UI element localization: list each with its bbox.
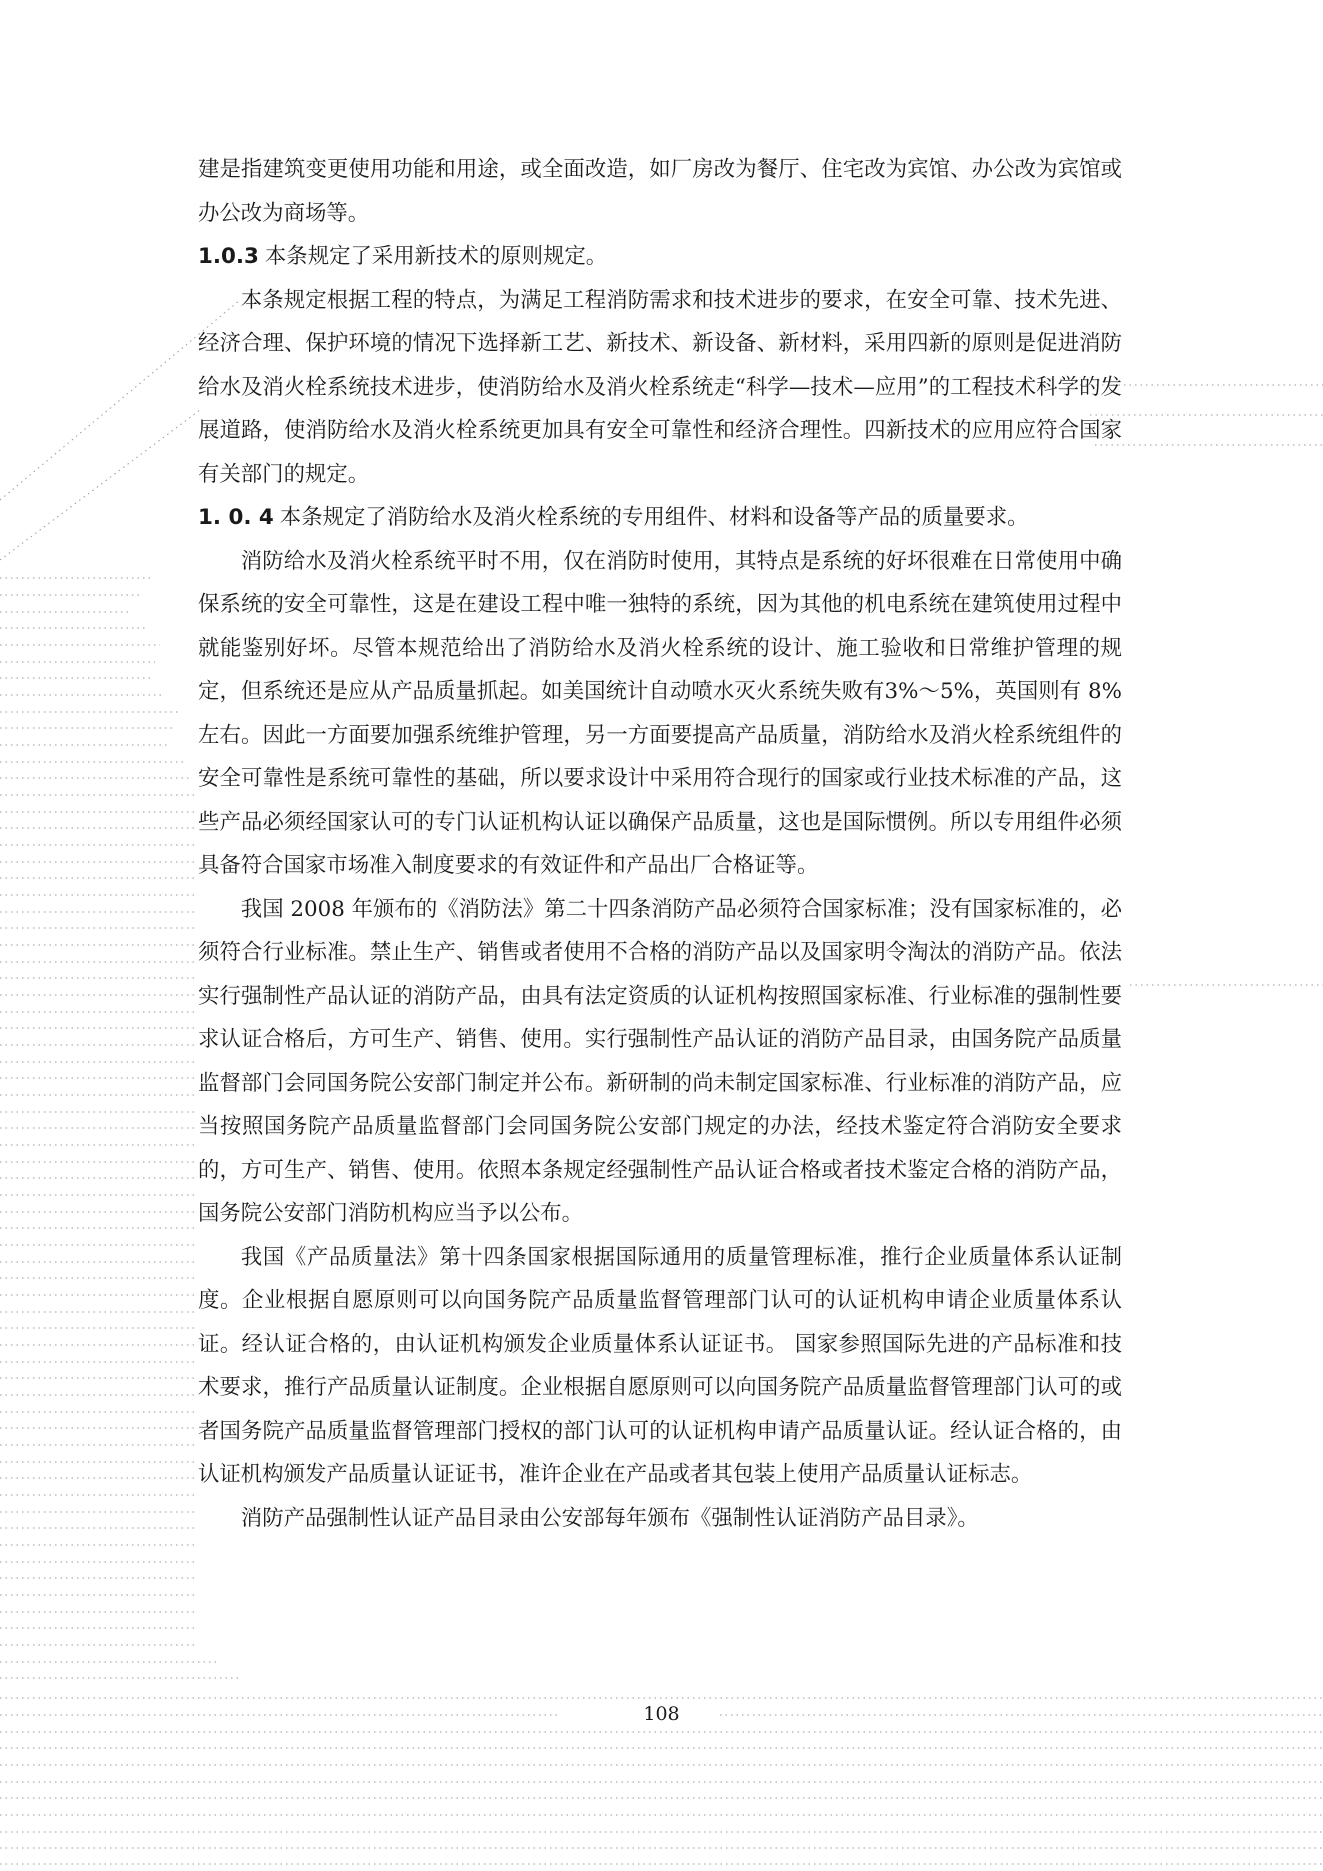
paragraph: 消防产品强制性认证产品目录由公安部每年颁布《强制性认证消防产品目录》。 xyxy=(240,1505,979,1531)
paragraph: 本条规定根据工程的特点，为满足工程消防需求和技术进步的要求，在安全可靠、技术先进、经济合理、保护环境的情况下选择新工艺、新技术、新设备、新材料，采用四新的原则是促进消防给水及消火栓系统技术进步，使消防给水及消火栓系统走“科学—技术—应用”的工程技术科学的发展道路，使消防给水及消火栓系统更加具有安全可靠性和经济合理性。四新技术的应用应符合国家有关部门的规定。 xyxy=(198,287,1122,487)
clause-number: 1.0.3 xyxy=(198,244,259,269)
clause-text: 本条规定了采用新技术的原则规定。 xyxy=(264,244,608,269)
page-number: 108 xyxy=(643,1703,680,1725)
clause-text: 本条规定了消防给水及消火栓系统的专用组件、材料和设备等产品的质量要求。 xyxy=(279,505,1029,530)
paragraph: 建是指建筑变更使用功能和用途，或全面改造，如厂房改为餐厅、住宅改为宾馆、办公改为宾馆或办公改为商场等。 xyxy=(198,157,1122,226)
paragraph: 我国《产品质量法》第十四条国家根据国际通用的质量管理标准，推行企业质量体系认证制度。企业根据自愿原则可以向国务院产品质量监督管理部门认可的认证机构申请企业质量体系认证。经认证合格的，由认证机构颁发企业质量体系认证证书。 国家参照国际先进的产品标准和技术要求，推行产品质量认证制度。企业根据自愿原则可以向国务院产品质量监督管理部门认可的或者国务院产品质量监督管理部门授权的部门认可的认证机构申请产品质量认证。经认证合格的，由认证机构颁发产品质量认证证书，准许企业在产品或者其包装上使用产品质量认证标志。 xyxy=(198,1244,1122,1487)
paragraph: 消防给水及消火栓系统平时不用，仅在消防时使用，其特点是系统的好坏很难在日常使用中确保系统的安全可靠性，这是在建设工程中唯一独特的系统，因为其他的机电系统在建筑使用过程中就能鉴别好坏。尽管本规范给出了消防给水及消火栓系统的设计、施工验收和日常维护管理的规定，但系统还是应从产品质量抓起。如美国统计自动喷水灭火系统失败有3%～5%，英国则有 8%左右。因此一方面要加强系统维护管理，另一方面要提高产品质量，消防给水及消火栓系统组件的安全可靠性是系统可靠性的基础，所以要求设计中采用符合现行的国家或行业技术标准的产品，这些产品必须经国家认可的专门认证机构认证以确保产品质量，这也是国际惯例。所以专用组件必须具备符合国家市场准入制度要求的有效证件和产品出厂合格证等。 xyxy=(198,548,1122,878)
clause-number: 1. 0. 4 xyxy=(198,505,274,530)
paragraph: 我国 2008 年颁布的《消防法》第二十四条消防产品必须符合国家标准；没有国家标准的，必须符合行业标准。禁止生产、销售或者使用不合格的消防产品以及国家明令淘汰的消防产品。依法实行强制性产品认证的消防产品，由具有法定资质的认证机构按照国家标准、行业标准的强制性要求认证合格后，方可生产、销售、使用。实行强制性产品认证的消防产品目录，由国务院产品质量监督部门会同国务院公安部门制定并公布。新研制的尚未制定国家标准、行业标准的消防产品，应当按照国务院产品质量监督部门会同国务院公安部门规定的办法，经技术鉴定符合消防安全要求的，方可生产、销售、使用。依照本条规定经强制性产品认证合格或者技术鉴定合格的消防产品，国务院公安部门消防机构应当予以公布。 xyxy=(198,896,1122,1226)
clause-heading xyxy=(198,496,1122,540)
clause-heading xyxy=(198,235,1122,279)
document-body xyxy=(198,148,1122,1540)
